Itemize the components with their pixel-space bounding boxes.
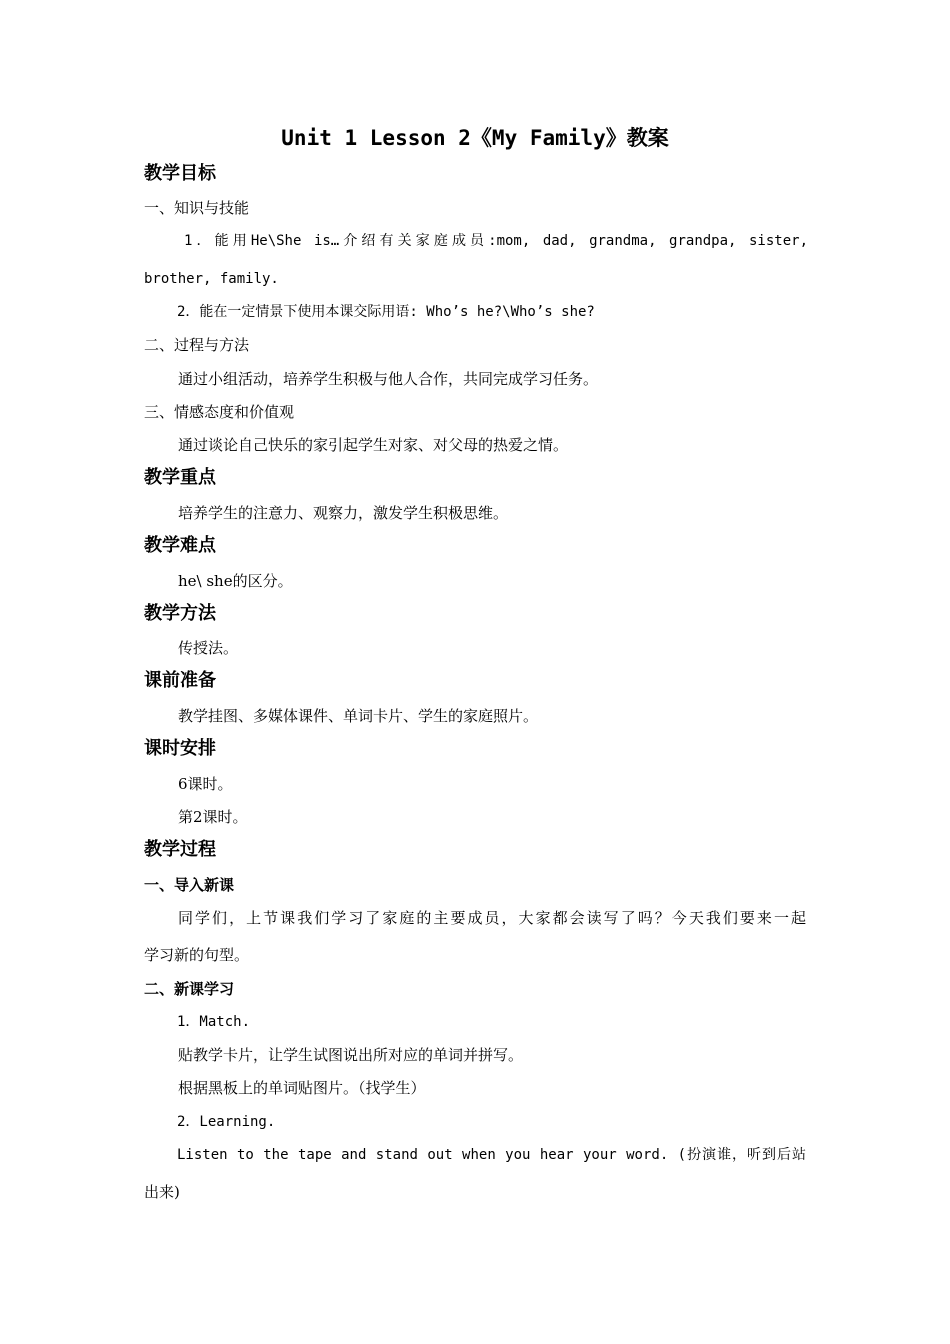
intro-line-2: 学习新的句型。 — [144, 946, 250, 964]
knowledge-item-2: 2．能在一定情景下使用本课交际用语: Who’s he?\Who’s she? — [177, 304, 595, 320]
knowledge-item-1-line-2: brother, family. — [144, 271, 279, 287]
intro-line-1: 同学们，上节课我们学习了家庭的主要成员，大家都会读写了吗？今天我们要来一起 — [178, 909, 806, 927]
process-heading: 二、过程与方法 — [144, 336, 250, 354]
emotion-text: 通过谈论自己快乐的家引起学生对家、对父母的热爱之情。 — [178, 436, 569, 454]
difficulties-heading: 教学难点 — [144, 535, 216, 556]
learning-line-2: 出来) — [144, 1183, 180, 1201]
methods-heading: 教学方法 — [144, 603, 216, 624]
intro-heading: 一、导入新课 — [144, 876, 235, 894]
difficulties-text: he\ she的区分。 — [178, 572, 293, 590]
key-points-text: 培养学生的注意力、观察力，激发学生积极思维。 — [178, 504, 509, 522]
knowledge-item-1-line-1: 1．能用He\She is…介绍有关家庭成员:mom, dad, grandma, grandpa, sister, — [184, 233, 808, 249]
knowledge-heading: 一、知识与技能 — [144, 199, 250, 217]
match-line-1: 贴教学卡片，让学生试图说出所对应的单词并拼写。 — [178, 1046, 524, 1064]
schedule-line-2: 第2课时。 — [178, 808, 248, 826]
emotion-heading: 三、情感态度和价值观 — [144, 403, 295, 421]
preparation-heading: 课前准备 — [144, 670, 216, 691]
new-lesson-heading: 二、新课学习 — [144, 980, 235, 998]
match-label: 1．Match. — [177, 1014, 251, 1030]
process-text: 通过小组活动，培养学生积极与他人合作，共同完成学习任务。 — [178, 370, 599, 388]
learning-label: 2．Learning. — [177, 1114, 276, 1130]
key-points-heading: 教学重点 — [144, 467, 216, 488]
learning-line-1: Listen to the tape and stand out when you hear your word. (扮演谁，听到后站 — [177, 1147, 806, 1163]
procedure-heading: 教学过程 — [144, 839, 216, 860]
document-title: Unit 1 Lesson 2《My Family》教案 — [281, 126, 669, 150]
preparation-text: 教学挂图、多媒体课件、单词卡片、学生的家庭照片。 — [178, 707, 539, 725]
objectives-heading: 教学目标 — [144, 163, 216, 184]
match-line-2: 根据黑板上的单词贴图片。（找学生） — [178, 1079, 426, 1097]
schedule-line-1: 6课时。 — [178, 775, 233, 793]
methods-text: 传授法。 — [178, 639, 239, 657]
schedule-heading: 课时安排 — [144, 738, 216, 759]
